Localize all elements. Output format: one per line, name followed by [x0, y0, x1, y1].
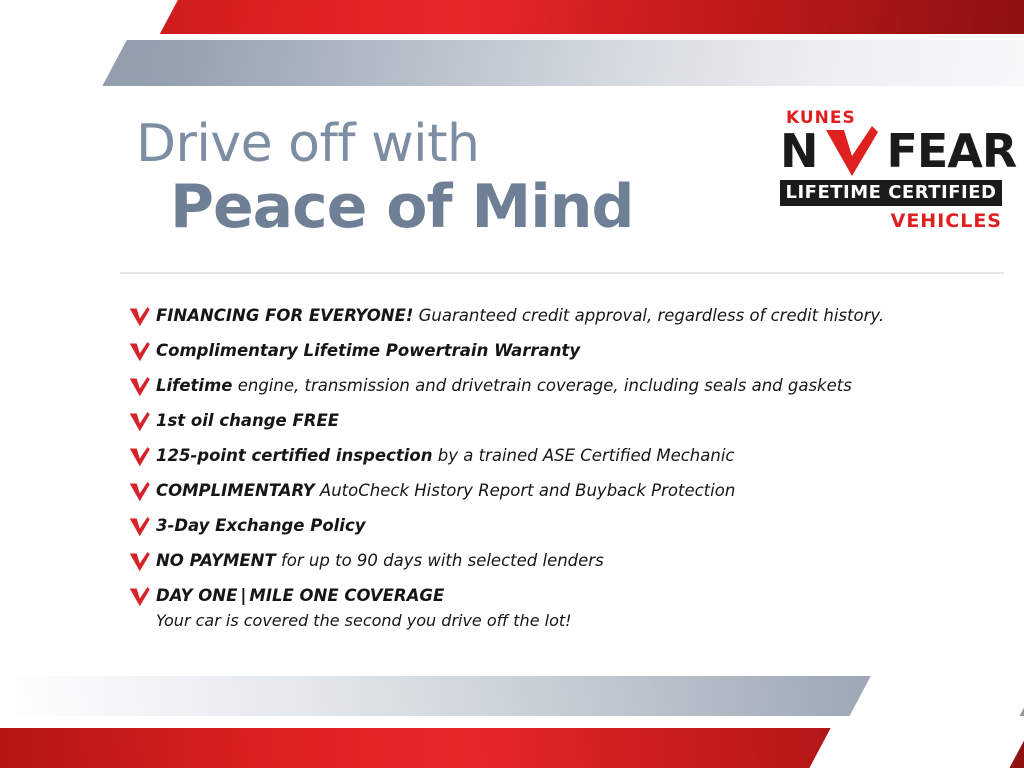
list-item-bold: Complimentary Lifetime Powertrain Warranty [156, 341, 581, 360]
headline-block [136, 114, 736, 242]
list-item-text [156, 516, 366, 537]
logo-brand-text: KUNES [786, 108, 856, 128]
list-item [128, 341, 958, 362]
list-item [128, 516, 958, 537]
top-red-band [0, 0, 1024, 40]
list-item-rest: Guaranteed credit approval, regardless of credit history. [413, 306, 885, 325]
red-check-icon [822, 126, 878, 178]
bottom-red-band-wedge [805, 718, 1024, 768]
red-check-icon [128, 412, 150, 432]
list-item-text-group [156, 586, 572, 630]
list-item-rest: by a trained ASE Certified Mechanic [432, 446, 735, 465]
list-item-subtext: Your car is covered the second you drive off the lot! [156, 610, 572, 630]
list-item-text [156, 411, 339, 432]
kunes-no-fear-logo [768, 108, 1017, 248]
list-item-text [156, 376, 852, 397]
list-item-bold: 125-point certified inspection [156, 446, 433, 465]
list-item-rest: for up to 90 days with selected lenders [275, 551, 604, 570]
list-item-bold: Lifetime [156, 376, 233, 395]
list-item-rest: AutoCheck History Report and Buyback Protection [314, 481, 736, 500]
list-item-separator: | [240, 586, 247, 605]
list-item-bold: NO PAYMENT [156, 551, 276, 570]
red-check-icon [128, 377, 150, 397]
benefits-list [128, 306, 958, 644]
red-check-icon [128, 517, 150, 537]
list-item [128, 411, 958, 432]
list-item-text [156, 481, 735, 502]
red-check-icon [128, 552, 150, 572]
list-item-bold: 3-Day Exchange Policy [156, 516, 366, 535]
bottom-red-band [0, 722, 1024, 768]
list-item [128, 376, 958, 397]
list-item-text [156, 306, 884, 327]
list-item-bold: 1st oil change FREE [156, 411, 339, 430]
list-item-rest: engine, transmission and drivetrain coverage, including seals and gaskets [232, 376, 852, 395]
top-grey-band-wedge [0, 34, 130, 94]
list-item [128, 551, 958, 572]
red-check-icon [128, 307, 150, 327]
logo-nofear-right: FEAR [886, 124, 1017, 178]
headline-line-1: Drive off with [136, 114, 480, 174]
list-item-text [156, 446, 734, 467]
bottom-grey-band [0, 676, 1024, 716]
red-check-icon [128, 447, 150, 467]
headline-divider [120, 272, 1004, 274]
list-item-bold: DAY ONE [156, 586, 238, 605]
list-item-bold-2: MILE ONE COVERAGE [249, 586, 445, 605]
logo-nofear-left: N [780, 124, 818, 178]
list-item [128, 446, 958, 467]
red-check-icon [128, 587, 150, 607]
list-item-text [156, 586, 572, 607]
list-item-bold: FINANCING FOR EVERYONE! [156, 306, 414, 325]
list-item [128, 481, 958, 502]
list-item-text [156, 341, 580, 362]
red-check-icon [128, 342, 150, 362]
list-item [128, 586, 958, 630]
list-item-text [156, 551, 604, 572]
logo-nofear-text [780, 124, 1017, 178]
headline-line-2: Peace of Mind [170, 172, 634, 242]
logo-vehicles-text: VEHICLES [890, 210, 1002, 232]
list-item-bold: COMPLIMENTARY [156, 481, 315, 500]
list-item [128, 306, 958, 327]
top-grey-band [0, 40, 1024, 86]
red-check-icon [128, 482, 150, 502]
logo-lifetime-banner: LIFETIME CERTIFIED [780, 180, 1002, 206]
